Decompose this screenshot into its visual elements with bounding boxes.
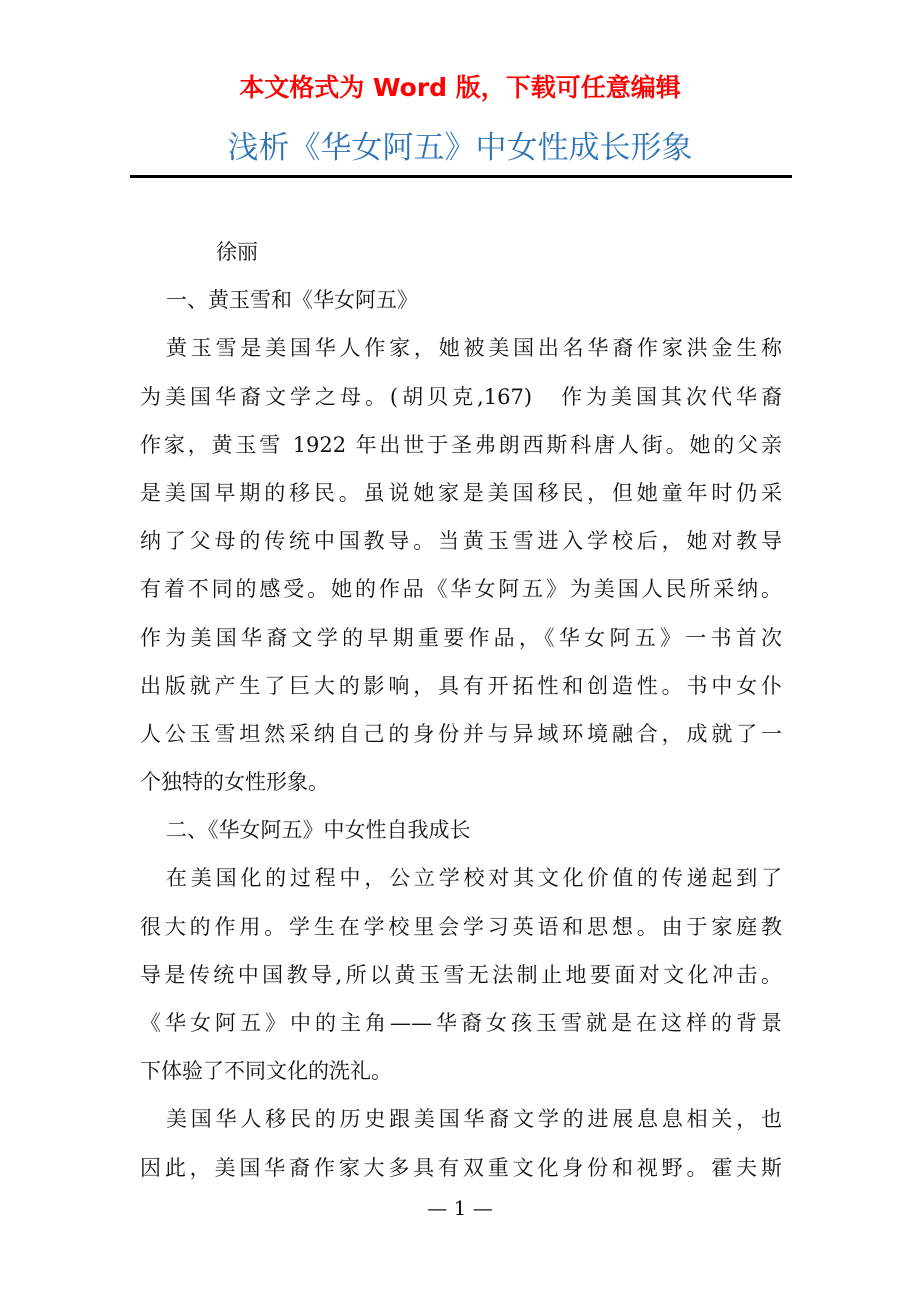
paragraph-line: 纳了父母的传统中国教导。当黄玉雪进入学校后，她对教导 bbox=[140, 529, 782, 554]
paragraph-line: 是美国早期的移民。虽说她家是美国移民，但她童年时仍采 bbox=[140, 480, 782, 505]
paragraph-line: 为美国华裔文学之母。(胡贝克,167) 作为美国其次代华裔 bbox=[140, 384, 782, 409]
document-body bbox=[140, 234, 782, 1198]
paragraph-line: 因此，美国华裔作家大多具有双重文化身份和视野。霍夫斯 bbox=[140, 1155, 782, 1180]
paragraph-line: 作家，黄玉雪 1922 年出世于圣弗朗西斯科唐人街。她的父亲 bbox=[140, 432, 782, 457]
paragraph-line: 黄玉雪是美国华人作家，她被美国出名华裔作家洪金生称 bbox=[166, 336, 782, 361]
title-divider bbox=[130, 175, 792, 178]
paragraph-line: 《华女阿五》中的主角——华裔女孩玉雪就是在这样的背景 bbox=[140, 1011, 782, 1035]
paragraph-line: 出版就产生了巨大的影响，具有开拓性和创造性。书中女仆 bbox=[140, 673, 782, 698]
paragraph-line: 个独特的女性形象。 bbox=[140, 770, 329, 795]
paragraph-line: 美国华人移民的历史跟美国华裔文学的进展息息相关，也 bbox=[166, 1107, 782, 1132]
paragraph-line: 作为美国华裔文学的早期重要作品，《华女阿五》一书首次 bbox=[140, 625, 782, 650]
word-format-notice: 本文格式为 Word 版，下载可任意编辑 bbox=[239, 73, 681, 102]
paragraph-line: 很大的作用。学生在学校里会学习英语和思想。由于家庭教 bbox=[140, 914, 782, 939]
paragraph-2 bbox=[140, 860, 782, 1101]
section-heading-2: 二、《华女阿五》中女性自我成长 bbox=[166, 818, 471, 843]
paragraph-line: 有着不同的感受。她的作品《华女阿五》为美国人民所采纳。 bbox=[140, 577, 782, 602]
paragraph-3 bbox=[140, 1101, 782, 1197]
section-heading-1: 一、黄玉雪和《华女阿五》 bbox=[166, 288, 418, 313]
document-title: 浅析《华女阿五》中女性成长形象 bbox=[227, 130, 693, 166]
paragraph-line: 人公玉雪坦然采纳自己的身份并与异域环境融合，成就了一 bbox=[140, 721, 782, 746]
author-name: 徐丽 bbox=[216, 240, 258, 264]
paragraph-line: 下体验了不同文化的洗礼。 bbox=[140, 1059, 392, 1084]
paragraph-1 bbox=[140, 330, 782, 812]
page-number: — 1 — bbox=[427, 1196, 493, 1220]
paragraph-line: 导是传统中国教导,所以黄玉雪无法制止地要面对文化冲击。 bbox=[140, 962, 782, 987]
paragraph-line: 在美国化的过程中，公立学校对其文化价值的传递起到了 bbox=[166, 866, 782, 891]
